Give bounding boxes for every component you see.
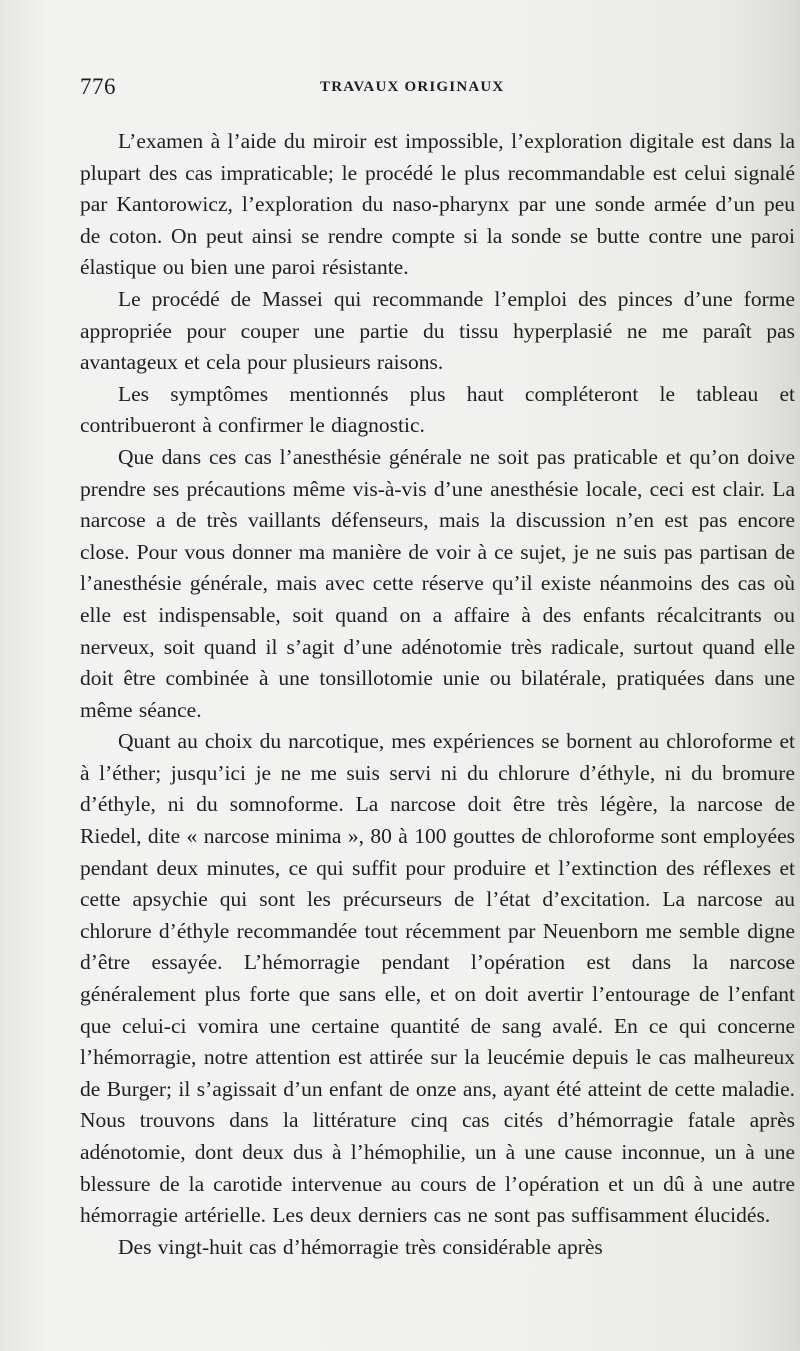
paragraph: Quant au choix du narcotique, mes expériences se bornent au chloroforme et à l’éther; jusqu’ici je ne me suis servi ni du chlorure d’éthyle, ni du bromure d’éthyle, ni du somnoforme. La narcose doit être très légère, la narcose de Riedel, dite « narcose minima », 80 à 100 gouttes de chloroforme sont employées pendant deux minutes, ce qui suffit pour produire et l’extinction des réflexes et cette apsychie qui sont les précurseurs de l’état d’excitation. La narcose au chlorure d’éthyle recommandée tout récemment par Neuenborn me semble digne d’être essayée. L’hémorragie pendant l’opération est dans la narcose généralement plus forte que sans elle, et on doit avertir l’entourage de l’enfant que celui-ci vomira une certaine quantité de sang avalé. En ce qui concerne l’hémorragie, notre attention est attirée sur la leucémie depuis le cas malheureux de Burger; il s’agissait d’un enfant de onze ans, ayant été atteint de cette maladie. Nous trouvons dans la littérature cinq cas cités d’hémorragie fatale après adénotomie, dont deux dus à l’hémophilie, un à une cause inconnue, un à une blessure de la carotide intervenue au cours de l’opération et un dû à une autre hémorragie artérielle. Les deux derniers cas ne sont pas suffisamment élucidés. (80, 729, 795, 1228)
body-text (80, 126, 795, 1263)
page-header (80, 74, 780, 104)
paragraph: L’examen à l’aide du miroir est impossible, l’exploration digitale est dans la plupart des cas impraticable; le procédé le plus recommandable est celui signalé par Kantorowicz, l’exploration du naso-pharynx par une sonde armée d’un peu de coton. On peut ainsi se rendre compte si la sonde se butte contre une paroi élastique ou bien une paroi résistante. (80, 129, 795, 280)
paragraph: Que dans ces cas l’anesthésie générale ne soit pas praticable et qu’on doive prendre ses précautions même vis-à-vis d’une anesthésie locale, ceci est clair. La narcose a de très vaillants défenseurs, mais la discussion n’en est pas encore close. Pour vous donner ma manière de voir à ce sujet, je ne suis pas partisan de l’anesthésie générale, mais avec cette réserve qu’il existe néanmoins des cas où elle est indispensable, soit quand on a affaire à des enfants récalcitrants ou nerveux, soit quand il s’agit d’une adénotomie très radicale, surtout quand elle doit être combinée à une tonsillotomie unie ou bilatérale, pratiquées dans une même séance. (80, 444, 795, 722)
paragraph: Des vingt-huit cas d’hémorragie très considérable après (118, 1234, 603, 1259)
running-head: TRAVAUX ORIGINAUX (320, 79, 505, 95)
paragraph: Les symptômes mentionnés plus haut compléteront le tableau et contribueront à confirmer le diagnostic. (80, 381, 795, 438)
paragraph: Le procédé de Massei qui recommande l’emploi des pinces d’une forme appropriée pour couper une partie du tissu hyperplasié ne me paraît pas avantageux et cela pour plusieurs raisons. (80, 286, 795, 375)
page-number: 776 (80, 74, 116, 99)
